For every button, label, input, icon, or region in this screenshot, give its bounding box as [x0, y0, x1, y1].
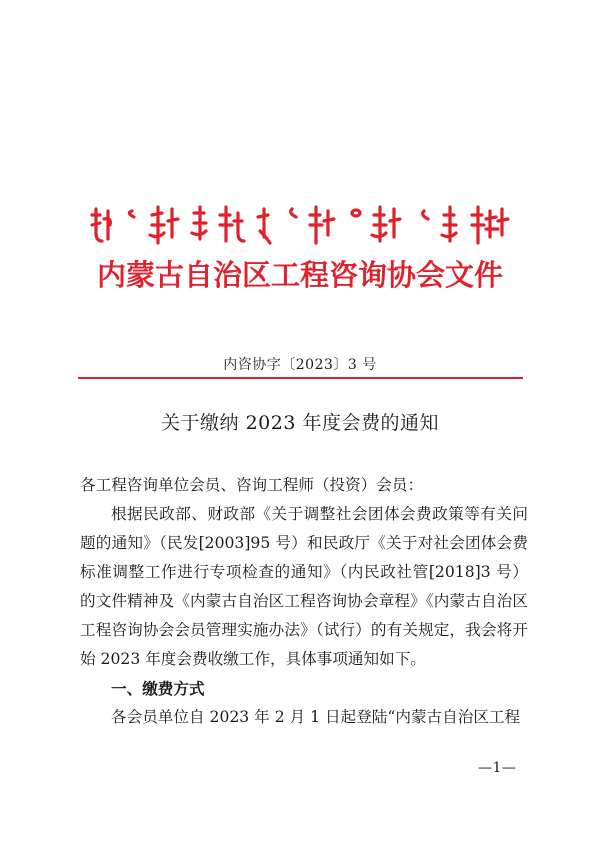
paragraph-payment-start: 各会员单位自 2023 年 2 月 1 日起登陆“内蒙古自治区工程 [111, 708, 521, 726]
notice-body [80, 471, 528, 732]
notice-title: 关于缴纳 2023 年度会费的通知 [161, 412, 439, 434]
section-heading-payment-method: 一、缴费方式 [111, 679, 205, 698]
issuer-name: 内蒙古自治区工程咨询协会文件 [96, 258, 503, 292]
paragraph-basis: 根据民政部、财政部《关于调整社会团体会费政策等有关问题的通知》（民发[2003]95 号）和民政厅《关于对社会团体会费标准调整工作进行专项检查的通知》（内民政社管[2018]3 号）的文件精神及《内蒙古自治区工程咨询协会章程》《内蒙古自治区工程咨询协会会员管理实施办法》（试行）的有关规定，我会将开始 2023 年度会费收缴工作，具体事项通知如下。 [80, 505, 528, 668]
red-divider-line [78, 377, 523, 379]
page-number: —1— [478, 760, 517, 776]
mongolian-script-title [88, 203, 513, 249]
salutation: 各工程咨询单位会员、咨询工程师（投资）会员： [80, 476, 424, 494]
document-number: 内咨协字〔2023〕3 号 [223, 357, 377, 373]
